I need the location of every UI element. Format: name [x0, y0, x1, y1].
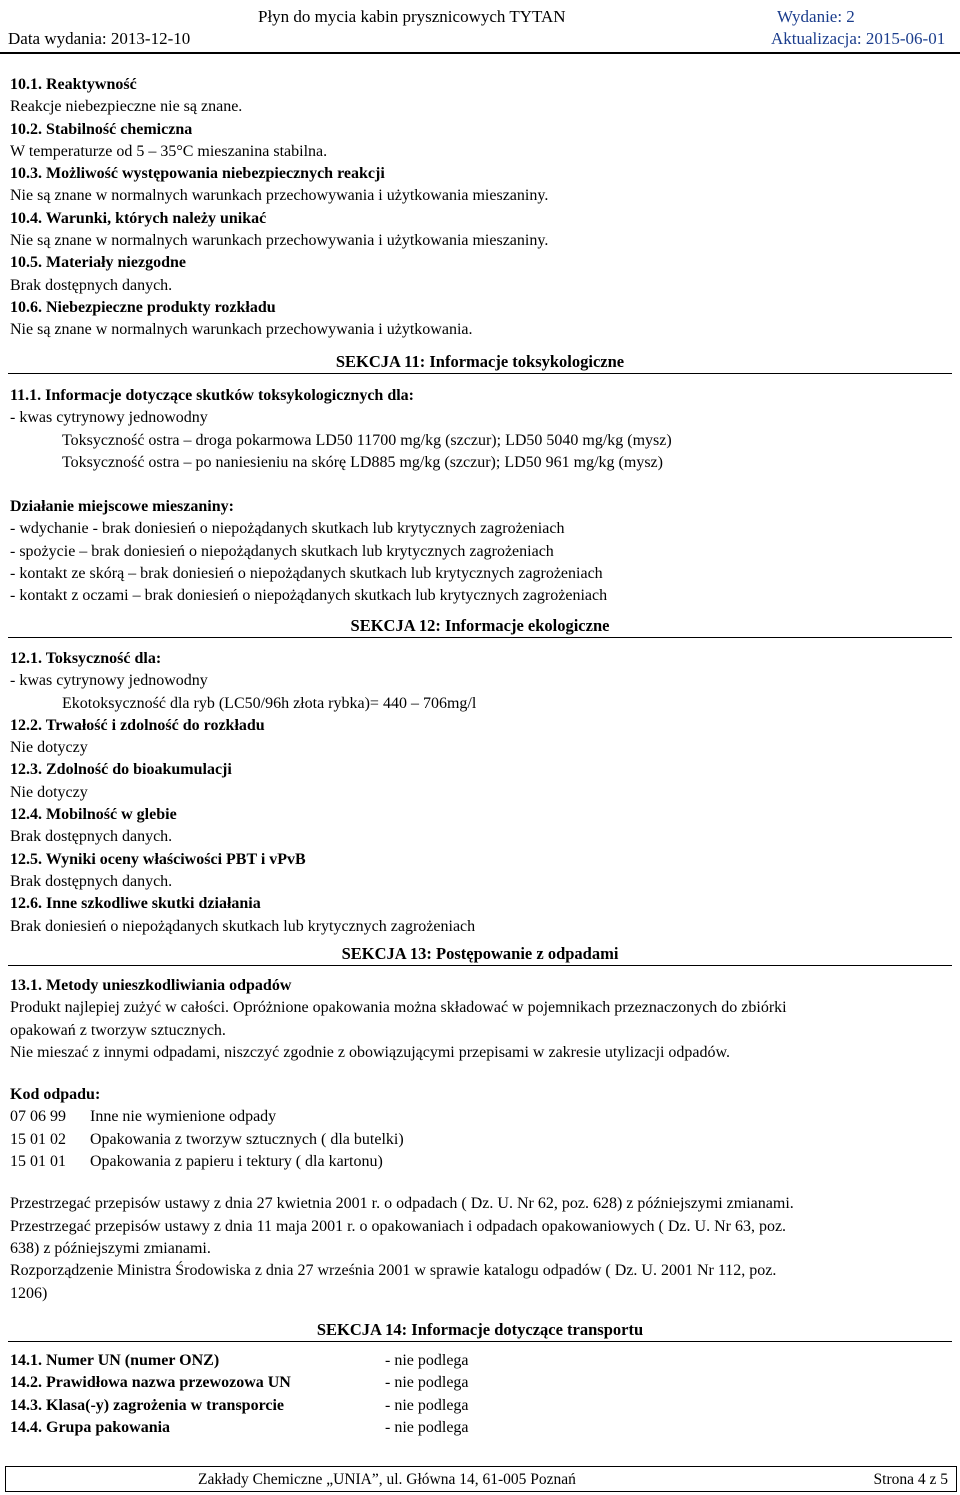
waste-code-row: [10, 1151, 794, 1173]
page-number: Strona 4 z 5: [873, 1471, 948, 1488]
transport-value: - nie podlega: [385, 1418, 469, 1436]
paragraph: Reakcje niebezpieczne nie są znane.: [10, 98, 243, 116]
waste-code-row: [10, 1129, 794, 1151]
subheading: 12.6. Inne szkodliwe skutki działania: [10, 895, 261, 913]
section-12-title: SEKCJA 12: Informacje ekologiczne: [8, 615, 952, 638]
transport-key: 14.3. Klasa(-y) zagrożenia w transporcie: [10, 1396, 285, 1414]
section-14-content: [10, 1350, 469, 1439]
transport-row: [10, 1395, 469, 1417]
subheading: 10.3. Możliwość występowania niebezpiecznych reakcji: [10, 165, 385, 183]
ecotox-value: Ekotoksyczność dla ryb (LC50/96h złota rybka)= 440 – 706mg/l: [62, 694, 477, 712]
waste-code-row: [10, 1106, 794, 1128]
transport-key: 14.2. Prawidłowa nazwa przewozowa UN: [10, 1374, 291, 1392]
substance-name: - kwas cytrynowy jednowodny: [10, 672, 208, 690]
document-title: Płyn do mycia kabin prysznicowych TYTAN: [258, 7, 566, 26]
transport-key: 14.1. Numer UN (numer ONZ): [10, 1352, 220, 1369]
paragraph: Brak dostępnych danych.: [10, 872, 173, 890]
subheading: 10.6. Niebezpieczne produkty rozkładu: [10, 298, 276, 316]
waste-desc: Opakowania z papieru i tektury ( dla kartonu): [90, 1153, 383, 1171]
subheading: 10.5. Materiały niezgodne: [10, 254, 186, 272]
paragraph: Brak dostępnych danych.: [10, 828, 173, 846]
section-11-title: SEKCJA 11: Informacje toksykologiczne: [8, 351, 952, 374]
subheading: 12.4. Mobilność w glebie: [10, 806, 177, 824]
regulation: Przestrzegać przepisów ustawy z dnia 27 kwietnia 2001 r. o odpadach ( Dz. U. Nr 62, poz. 628) z późniejszymi zmianami.: [10, 1195, 794, 1213]
transport-value: - nie podlega: [385, 1352, 469, 1369]
subheading: 13.1. Metody unieszkodliwiania odpadów: [10, 977, 292, 994]
section-14-title: SEKCJA 14: Informacje dotyczące transportu: [8, 1319, 952, 1342]
subheading: 10.1. Reaktywność: [10, 76, 137, 93]
waste-desc: Inne nie wymienione odpady: [90, 1108, 277, 1126]
paragraph: Nie są znane w normalnych warunkach przechowywania i użytkowania mieszaniny.: [10, 187, 549, 205]
regulation: Przestrzegać przepisów ustawy z dnia 11 maja 2001 r. o opakowaniach i odpadach opakowaniowych ( Dz. U. Nr 63, poz.: [10, 1217, 787, 1235]
transport-value: - nie podlega: [385, 1374, 469, 1392]
substance-name: - kwas cytrynowy jednowodny: [10, 409, 208, 427]
paragraph: Nie są znane w normalnych warunkach przechowywania i użytkowania.: [10, 321, 473, 339]
list-item: - wdychanie - brak doniesień o niepożądanych skutkach lub krytycznych zagrożeniach: [10, 520, 565, 538]
section-13-title: SEKCJA 13: Postępowanie z odpadami: [8, 943, 952, 966]
paragraph: Brak dostępnych danych.: [10, 276, 173, 294]
section-11-content: [10, 385, 672, 608]
subheading: 12.3. Zdolność do bioakumulacji: [10, 761, 232, 779]
regulation: 1206): [10, 1284, 48, 1302]
page-header: [0, 0, 960, 54]
subheading: 12.5. Wyniki oceny właściwości PBT i vPvB: [10, 850, 306, 868]
waste-code: 15 01 01: [10, 1153, 66, 1171]
tox-oral: Toksyczność ostra – droga pokarmowa LD50 11700 mg/kg (szczur); LD50 5040 mg/kg (mysz): [62, 431, 672, 449]
subheading: 10.2. Stabilność chemiczna: [10, 120, 193, 138]
tox-dermal: Toksyczność ostra – po naniesieniu na skórę LD885 mg/kg (szczur); LD50 961 mg/kg (mysz): [62, 453, 663, 471]
waste-code: 07 06 99: [10, 1108, 66, 1126]
transport-key: 14.4. Grupa pakowania: [10, 1418, 171, 1436]
subheading: 12.2. Trwałość i zdolność do rozkładu: [10, 716, 265, 734]
paragraph: Brak doniesień o niepożądanych skutkach lub krytycznych zagrożeniach: [10, 917, 476, 935]
list-item: - kontakt z oczami – brak doniesień o niepożądanych skutkach lub krytycznych zagrożeniach: [10, 587, 608, 605]
paragraph: W temperaturze od 5 – 35°C mieszanina stabilna.: [10, 142, 328, 160]
transport-value: - nie podlega: [385, 1396, 469, 1414]
edition-label: Wydanie: 2: [777, 7, 855, 26]
company-address: Zakłady Chemiczne „UNIA”, ul. Główna 14, 61-005 Poznań: [198, 1471, 576, 1488]
section-10-content: [10, 74, 548, 342]
subheading: 10.4. Warunki, których należy unikać: [10, 209, 267, 227]
waste-desc: Opakowania z tworzyw sztucznych ( dla butelki): [90, 1130, 404, 1148]
regulation: Rozporządzenie Ministra Środowiska z dnia 27 września 2001 w sprawie katalogu odpadów ( Dz. U. 2001 Nr 112, poz.: [10, 1262, 777, 1280]
waste-code: 15 01 02: [10, 1130, 66, 1148]
issue-date: Data wydania: 2013-12-10: [8, 29, 191, 48]
page-footer: [5, 1466, 957, 1492]
local-effects-label: Działanie miejscowe mieszaniny:: [10, 498, 234, 516]
paragraph: Nie dotyczy: [10, 783, 88, 801]
list-item: - kontakt ze skórą – brak doniesień o niepożądanych skutkach lub krytycznych zagrożeniach: [10, 565, 603, 583]
paragraph: opakowań z tworzyw sztucznych.: [10, 1021, 226, 1039]
paragraph: Nie dotyczy: [10, 739, 88, 757]
section-13-content: [10, 975, 794, 1305]
waste-code-label: Kod odpadu:: [10, 1086, 101, 1104]
regulation: 638) z późniejszymi zmianami.: [10, 1239, 211, 1257]
section-12-content: [10, 648, 476, 938]
transport-row: [10, 1417, 469, 1439]
paragraph: Produkt najlepiej zużyć w całości. Opróżnione opakowania można składować w pojemnikach przeznaczonych do zbiórki: [10, 999, 787, 1017]
transport-row: [10, 1372, 469, 1394]
list-item: - spożycie – brak doniesień o niepożądanych skutkach lub krytycznych zagrożeniach: [10, 542, 554, 560]
transport-row: [10, 1350, 469, 1372]
header-divider: [0, 52, 960, 54]
subheading: 12.1. Toksyczność dla:: [10, 650, 162, 667]
paragraph: Nie są znane w normalnych warunkach przechowywania i użytkowania mieszaniny.: [10, 232, 549, 250]
paragraph: Nie mieszać z innymi odpadami, niszczyć zgodnie z obowiązującymi przepisami w zakresie utylizacji odpadów.: [10, 1043, 731, 1061]
subheading: 11.1. Informacje dotyczące skutków toksykologicznych dla:: [10, 387, 414, 404]
update-date: Aktualizacja: 2015-06-01: [771, 29, 946, 48]
